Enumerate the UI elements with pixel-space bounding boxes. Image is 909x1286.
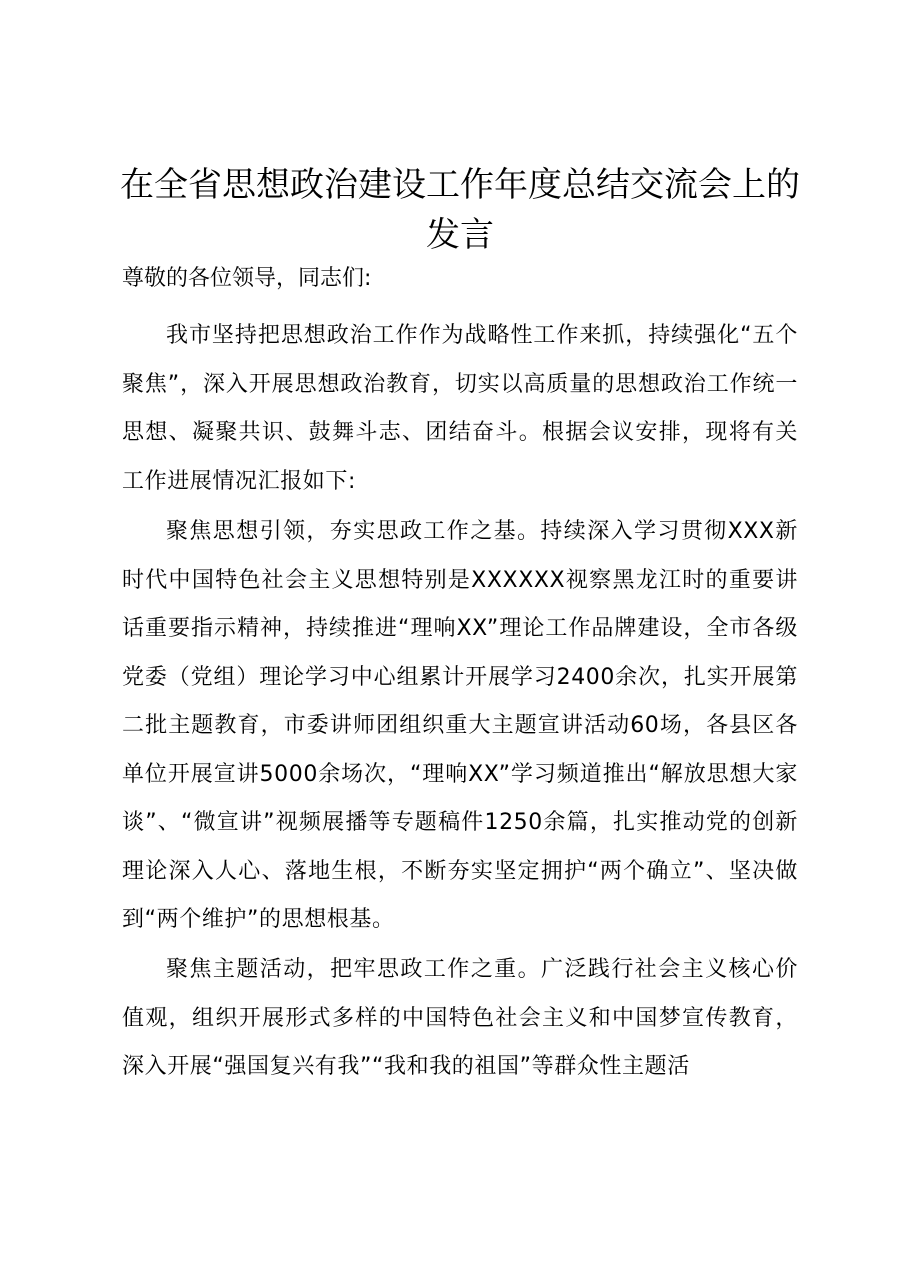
- paragraph-intro: 我市坚持把思想政治工作作为战略性工作来抓，持续强化“五个聚焦”，深入开展思想政治教育，切实以高质量的思想政治工作统一思想、凝聚共识、鼓舞斗志、团结奋斗。根据会议安排，现将有关工作进展情况汇报如下:: [122, 323, 798, 494]
- salutation: 尊敬的各位领导，同志们:: [122, 266, 372, 291]
- document-title: 在全省思想政治建设工作年度总结交流会上的发言: [120, 165, 800, 255]
- paragraph-theme-activities: 聚焦主题活动，把牢思政工作之重。广泛践行社会主义核心价值观，组织开展形式多样的中国特色社会主义和中国梦宣传教育，深入开展“强国复兴有我”“我和我的祖国”等群众性主题活: [122, 957, 798, 1079]
- paragraph-thought-guidance: 聚焦思想引领，夯实思政工作之基。持续深入学习贯彻XXX新时代中国特色社会主义思想特别是XXXXXX视察黑龙江时的重要讲话重要指示精神，持续推进“理响XX”理论工作品牌建设，全市各级党委（党组）理论学习中心组累计开展学习2400余次，扎实开展第二批主题教育，市委讲师团组织重大主题宣讲活动60场，各县区各单位开展宣讲5000余场次，“理响XX”学习频道推出“解放思想大家谈”、“微宣讲”视频展播等专题稿件1250余篇，扎实推动党的创新理论深入人心、落地生根，不断夯实坚定拥护“两个确立”、坚决做到“两个维护”的思想根基。: [122, 519, 798, 932]
